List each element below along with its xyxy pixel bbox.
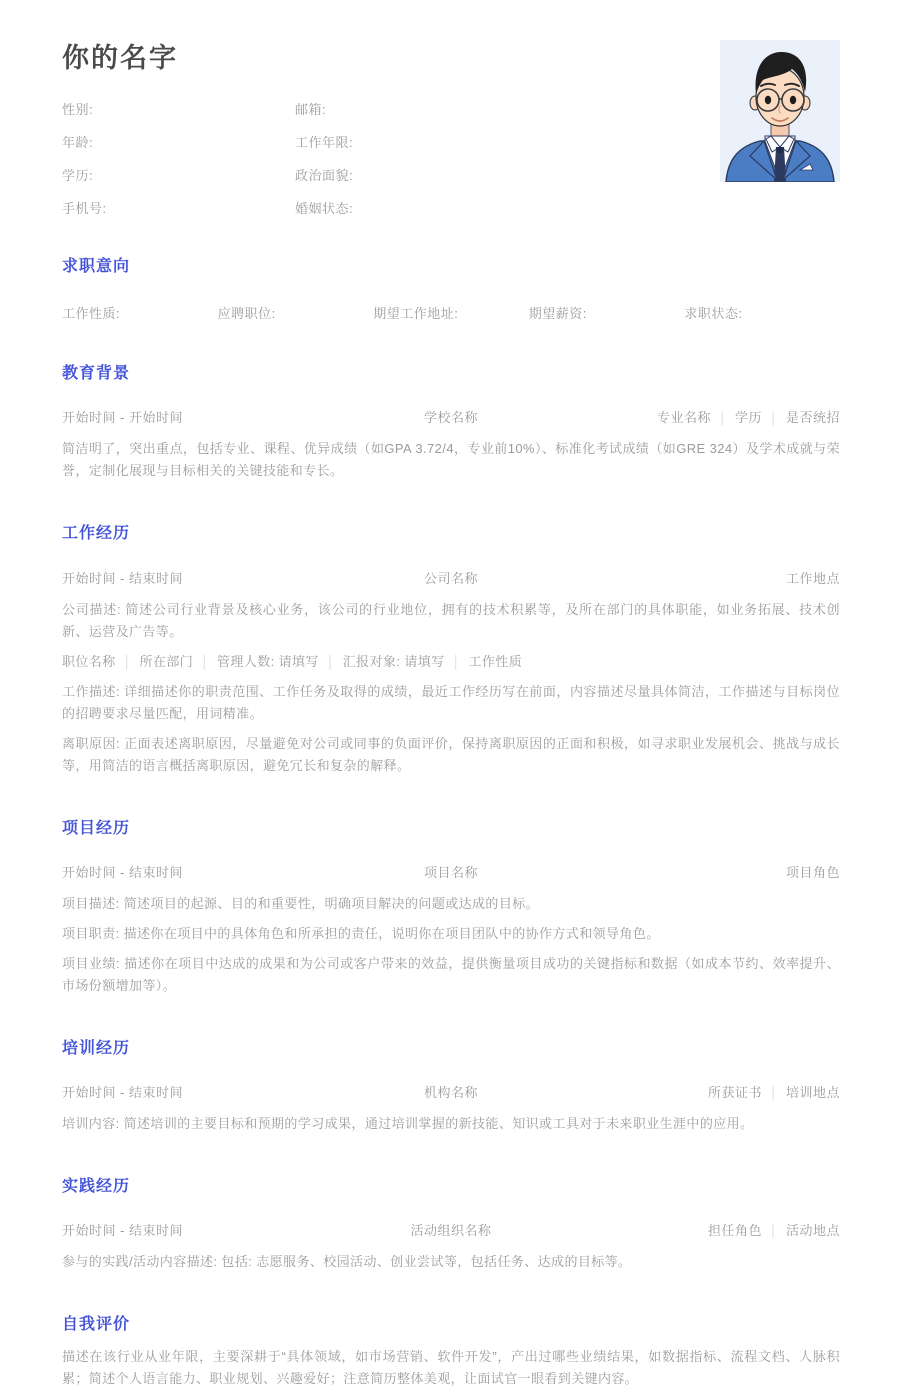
divider-pipe: │ — [201, 654, 210, 669]
education-description: 简洁明了，突出重点，包括专业、课程、优异成绩（如GPA 3.72/4，专业前10%）、标准化考试成绩（如GRE 324）及学术成就与荣誉，定制化展现与目标相关的关键技能和专长。 — [62, 441, 840, 479]
list-item: 培训地点 — [785, 1084, 840, 1100]
practice-title: 实践经历 — [62, 1177, 131, 1195]
education-title: 教育背景 — [62, 365, 131, 383]
divider-pipe: │ — [718, 411, 727, 426]
work-location: 工作地点 — [785, 570, 840, 586]
basic-info-grid — [62, 99, 353, 217]
project-role: 项目角色 — [785, 864, 840, 880]
section-job-intent — [62, 257, 840, 322]
work-title: 工作经历 — [62, 525, 131, 543]
list-item: 年龄: — [62, 135, 94, 151]
list-item: 学历: — [62, 168, 94, 184]
avatar — [720, 40, 840, 182]
divider-pipe: │ — [769, 411, 778, 426]
list-item: 求职状态: — [684, 306, 743, 322]
list-item: 学历 — [734, 410, 762, 426]
project-time: 开始时间 - 结束时间 — [62, 864, 184, 880]
list-item: 管理人数: 请填写 — [217, 653, 319, 669]
job-intent-title: 求职意向 — [62, 258, 131, 276]
list-item: 汇报对象: 请填写 — [342, 653, 445, 669]
list-item: 担任角色 — [707, 1223, 762, 1239]
practice-org-name: 活动组织名称 — [410, 1223, 492, 1239]
section-practice — [62, 1177, 840, 1273]
training-meta-row — [62, 1082, 840, 1101]
list-item: 活动地点 — [785, 1223, 840, 1239]
work-time: 开始时间 - 结束时间 — [62, 570, 184, 586]
list-item: 所在部门 — [139, 653, 194, 669]
work-position-tags — [62, 651, 840, 673]
project-meta-row — [62, 862, 840, 881]
section-self-eval — [62, 1315, 840, 1390]
list-item: 职位名称 — [62, 653, 116, 669]
list-item: 工作年限: — [295, 135, 354, 151]
project-duty: 项目职责: 描述你在项目中的具体角色和所承担的责任，说明你在项目团队中的协作方式和领导角色。 — [62, 925, 660, 941]
practice-meta-row — [62, 1220, 840, 1239]
list-item: 性别: — [62, 102, 94, 118]
work-company-name: 公司名称 — [423, 570, 478, 586]
self-eval-title: 自我评价 — [62, 1316, 131, 1334]
divider-pipe: │ — [123, 654, 132, 669]
list-item: 工作性质: — [62, 306, 121, 322]
training-time: 开始时间 - 结束时间 — [62, 1084, 184, 1100]
list-item: 是否统招 — [785, 410, 840, 426]
job-intent-fields — [62, 303, 840, 322]
list-item: 邮箱: — [295, 102, 327, 118]
project-description: 项目描述: 简述项目的起源、目的和重要性，明确项目解决的问题或达成的目标。 — [62, 895, 540, 911]
section-training — [62, 1039, 840, 1135]
list-item: 所获证书 — [707, 1084, 762, 1100]
section-work — [62, 524, 840, 776]
training-title: 培训经历 — [62, 1039, 131, 1057]
list-item: 期望薪资: — [528, 306, 587, 322]
education-tags — [581, 407, 840, 426]
basic-info-right-column — [295, 99, 353, 217]
education-meta-row — [62, 407, 840, 426]
list-item: 期望工作地址: — [373, 306, 459, 322]
page-title: 你的名字 — [62, 43, 178, 73]
list-item: 婚姻状态: — [295, 201, 354, 217]
divider-pipe: │ — [769, 1224, 778, 1239]
divider-pipe: │ — [769, 1085, 778, 1100]
divider-pipe: │ — [326, 654, 335, 669]
list-item: 专业名称 — [656, 410, 711, 426]
project-achievement: 项目业绩: 描述你在项目中达成的成果和为公司或客户带来的效益，提供衡量项目成功的关键指标和数据（如成本节约、效率提升、市场份额增加等）。 — [62, 955, 840, 993]
education-time: 开始时间 - 开始时间 — [62, 410, 184, 426]
section-project — [62, 819, 840, 997]
list-item: 手机号: — [62, 201, 107, 217]
basic-info-left-column — [62, 99, 295, 217]
work-meta-row — [62, 568, 840, 587]
header-left — [62, 40, 353, 217]
resume-header — [62, 40, 840, 217]
practice-time: 开始时间 - 结束时间 — [62, 1223, 184, 1239]
project-name: 项目名称 — [423, 864, 478, 880]
practice-description: 参与的实践/活动内容描述: 包括: 志愿服务、校园活动、创业尝试等，包括任务、达成的目标等。 — [62, 1254, 632, 1270]
work-company-description: 公司描述: 简述公司行业背景及核心业务，该公司的行业地位，拥有的技术积累等，及所在部门的具体职能，如业务拓展、技术创新、运营及广告等。 — [62, 601, 840, 639]
self-eval-description: 描述在该行业从业年限，主要深耕于“具体领域，如市场营销、软件开发”，产出过哪些业绩结果，如数据指标、流程文档、人脉积累；简述个人语言能力、职业规划、兴趣爱好；注意简历整体美观，让面试官一眼看到关键内容。 — [62, 1349, 840, 1387]
list-item: 工作性质 — [468, 653, 523, 669]
section-education — [62, 364, 840, 482]
list-item: 应聘职位: — [217, 306, 276, 322]
work-resign-reason: 离职原因: 正面表述离职原因，尽量避免对公司或同事的负面评价，保持离职原因的正面和积极，如寻求职业发展机会、挑战与成长等，用简洁的语言概括离职原因，避免冗长和复杂的解释。 — [62, 735, 840, 773]
training-org-name: 机构名称 — [423, 1084, 478, 1100]
list-item: 政治面貌: — [295, 168, 354, 184]
training-tags — [581, 1082, 840, 1101]
practice-tags — [581, 1220, 840, 1239]
project-title: 项目经历 — [62, 819, 131, 837]
training-description: 培训内容: 简述培训的主要目标和预期的学习成果，通过培训掌握的新技能、知识或工具对于未来职业生涯中的应用。 — [62, 1115, 754, 1131]
work-description: 工作描述: 详细描述你的职责范围、工作任务及取得的成绩，最近工作经历写在前面，内容描述尽量具体简洁，工作描述与目标岗位的招聘要求尽量匹配，用词精准。 — [62, 683, 840, 721]
male-cartoon-avatar-icon — [720, 40, 840, 182]
divider-pipe: │ — [452, 654, 461, 669]
education-school-name: 学校名称 — [423, 410, 478, 426]
